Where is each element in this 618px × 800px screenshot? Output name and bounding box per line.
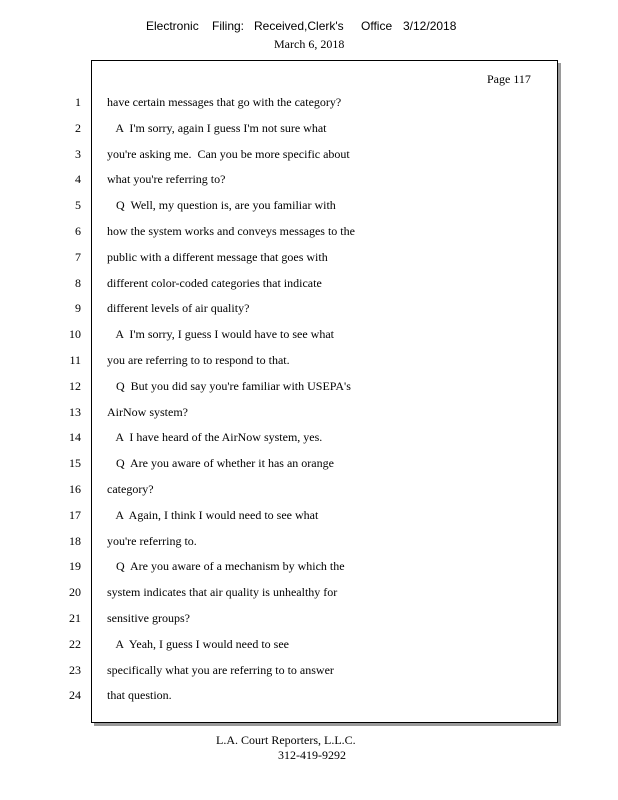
transcript-line [0, 172, 618, 192]
transcript-line [0, 95, 618, 115]
line-text: Q But you did say you're familiar with USEPA's [107, 378, 351, 393]
line-text: you are referring to to respond to that. [107, 353, 290, 367]
line-text: different color-coded categories that indicate [107, 275, 322, 290]
line-text: Q Well, my question is, are you familiar with [107, 198, 336, 213]
line-number: 23 [69, 662, 81, 677]
line-number: 6 [75, 224, 81, 238]
line-number: 8 [75, 275, 81, 290]
footer-phone: 312-419-9292 [278, 748, 346, 762]
line-number: 18 [69, 533, 81, 548]
transcript-line [0, 405, 618, 425]
page-number: Page 117 [487, 72, 531, 86]
transcript-line [0, 456, 618, 476]
line-text: A Again, I think I would need to see what [107, 507, 319, 522]
line-number: 12 [69, 378, 81, 393]
transcript-line [0, 559, 618, 579]
transcript-line [0, 688, 618, 708]
line-text: A I'm sorry, I guess I would have to see what [107, 327, 335, 342]
line-text: how the system works and conveys messages to the [107, 224, 355, 238]
line-text: Q Are you aware of whether it has an orange [107, 456, 334, 471]
transcript-line [0, 224, 618, 244]
line-text: sensitive groups? [107, 611, 190, 625]
transcript-line [0, 585, 618, 605]
line-number: 17 [69, 507, 81, 522]
transcript-line [0, 301, 618, 321]
transcript-line [0, 276, 618, 296]
line-text: AirNow system? [107, 404, 188, 419]
line-text: have certain messages that go with the category? [107, 95, 342, 109]
line-text: Q Are you aware of a mechanism by which the [107, 559, 345, 574]
deposition-date: March 6, 2018 [274, 37, 345, 51]
stamp-received: Received,Clerk's [254, 19, 344, 33]
line-number: 2 [75, 120, 81, 135]
line-number: 11 [69, 353, 81, 367]
line-text: public with a different message that goes with [107, 249, 328, 264]
line-text: system indicates that air quality is unhealthy for [107, 585, 338, 600]
line-text: A I'm sorry, again I guess I'm not sure what [107, 120, 327, 135]
transcript-line [0, 430, 618, 450]
line-number: 7 [75, 249, 81, 264]
line-number: 5 [75, 198, 81, 213]
transcript-line [0, 250, 618, 270]
line-number: 13 [69, 404, 81, 419]
line-number: 19 [69, 559, 81, 574]
line-text: category? [107, 482, 154, 496]
transcript-line [0, 121, 618, 141]
line-text: what you're referring to? [107, 172, 226, 187]
transcript-line [0, 637, 618, 657]
transcript-line [0, 534, 618, 554]
stamp-file-date: 3/12/2018 [403, 19, 457, 33]
transcript-line [0, 379, 618, 399]
transcript-line [0, 353, 618, 373]
line-number: 24 [69, 688, 81, 703]
line-text: that question. [107, 688, 172, 703]
line-text: you're referring to. [107, 533, 197, 548]
line-number: 21 [69, 611, 81, 625]
line-number: 20 [69, 585, 81, 600]
line-number: 10 [69, 327, 81, 342]
transcript-line [0, 198, 618, 218]
line-text: A I have heard of the AirNow system, yes. [107, 430, 323, 445]
transcript-line [0, 482, 618, 502]
line-text: specifically what you are referring to to answer [107, 662, 334, 677]
stamp-filing: Filing: [212, 19, 245, 33]
transcript-line [0, 508, 618, 528]
line-number: 9 [75, 301, 81, 316]
transcript-line [0, 147, 618, 167]
line-number: 3 [75, 146, 81, 161]
stamp-electronic: Electronic [146, 19, 199, 33]
line-text: different levels of air quality? [107, 301, 250, 316]
line-text: A Yeah, I guess I would need to see [107, 636, 289, 651]
stamp-office: Office [361, 19, 393, 33]
line-text: you're asking me. Can you be more specific about [107, 146, 350, 161]
line-number: 4 [75, 172, 81, 187]
transcript-line [0, 663, 618, 683]
transcript-line [0, 327, 618, 347]
transcript-line [0, 611, 618, 631]
line-number: 15 [69, 456, 81, 471]
line-number: 16 [69, 482, 81, 496]
line-number: 1 [75, 95, 81, 109]
footer-company: L.A. Court Reporters, L.L.C. [216, 733, 356, 747]
line-number: 22 [69, 636, 81, 651]
line-number: 14 [69, 430, 81, 445]
